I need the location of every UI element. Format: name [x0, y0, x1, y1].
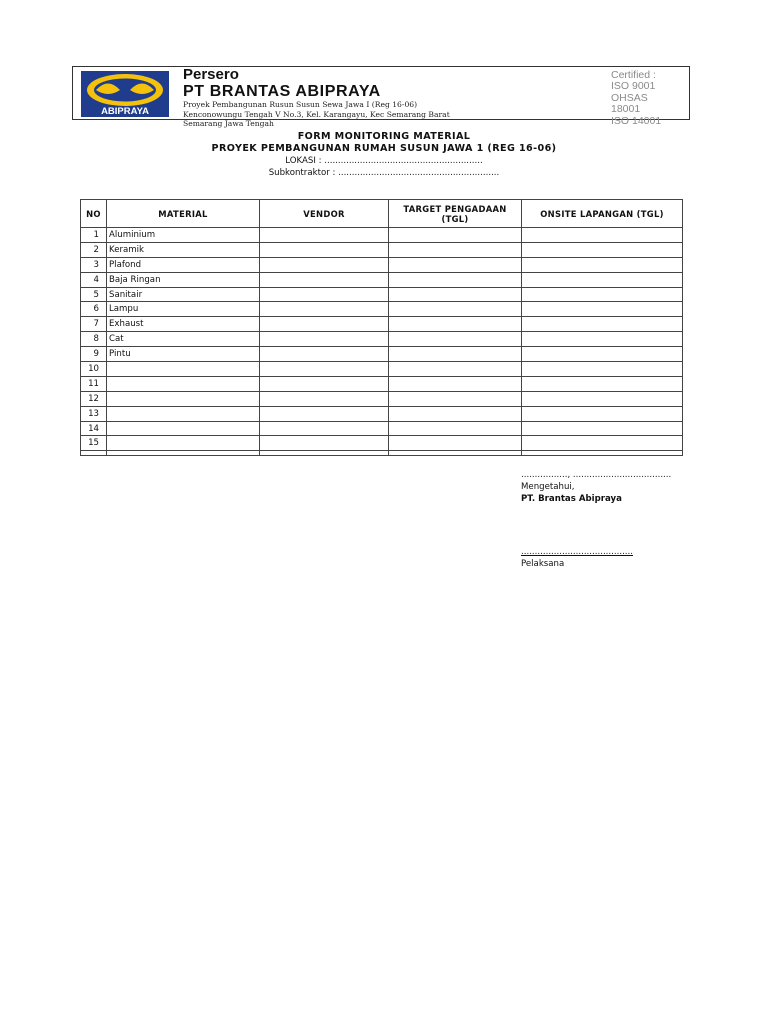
row-no: 9 — [81, 347, 107, 362]
header-vendor: VENDOR — [260, 200, 389, 228]
row-vendor — [260, 332, 389, 347]
row-target-pengadaan — [389, 406, 522, 421]
row-no: 3 — [81, 257, 107, 272]
row-vendor — [260, 257, 389, 272]
signature-company: PT. Brantas Abipraya — [521, 494, 622, 504]
mengetahui-label: Mengetahui, — [521, 482, 575, 492]
row-onsite-lapangan — [522, 376, 683, 391]
row-vendor — [260, 376, 389, 391]
form-header — [0, 131, 768, 179]
row-no: 11 — [81, 376, 107, 391]
form-subtitle: PROYEK PEMBANGUNAN RUMAH SUSUN JAWA 1 (REG 16-06) — [211, 143, 557, 154]
row-target-pengadaan — [389, 287, 522, 302]
row-target-pengadaan — [389, 436, 522, 451]
row-no: 1 — [81, 228, 107, 243]
row-vendor — [260, 317, 389, 332]
table-row — [81, 257, 683, 272]
row-no: 10 — [81, 362, 107, 377]
row-no: 14 — [81, 421, 107, 436]
row-no: 6 — [81, 302, 107, 317]
company-name: PT BRANTAS ABIPRAYA — [183, 83, 381, 100]
row-material — [107, 436, 260, 451]
address-line-3: Semarang Jawa Tengah — [183, 119, 274, 128]
row-target-pengadaan — [389, 362, 522, 377]
row-vendor — [260, 406, 389, 421]
empty-cell — [522, 451, 683, 456]
row-vendor — [260, 347, 389, 362]
form-title: FORM MONITORING MATERIAL — [297, 131, 471, 142]
row-onsite-lapangan — [522, 347, 683, 362]
row-vendor — [260, 362, 389, 377]
letterhead — [72, 66, 690, 128]
table-row — [81, 421, 683, 436]
empty-cell — [107, 451, 260, 456]
table-row — [81, 406, 683, 421]
signatory-role: Pelaksana — [521, 559, 565, 569]
table-row — [81, 376, 683, 391]
row-no: 5 — [81, 287, 107, 302]
row-material: Sanitair — [107, 287, 260, 302]
table-row — [81, 228, 683, 243]
cert-line: ISO 14001 — [611, 114, 662, 127]
row-target-pengadaan — [389, 272, 522, 287]
row-onsite-lapangan — [522, 436, 683, 451]
header-no: NO — [81, 200, 107, 228]
row-no: 7 — [81, 317, 107, 332]
row-onsite-lapangan — [522, 421, 683, 436]
row-material: Plafond — [107, 257, 260, 272]
row-vendor — [260, 228, 389, 243]
table-row — [81, 302, 683, 317]
lokasi-field: LOKASI : .......................................................... — [285, 156, 483, 166]
row-no: 12 — [81, 391, 107, 406]
row-material — [107, 376, 260, 391]
row-vendor — [260, 436, 389, 451]
row-target-pengadaan — [389, 391, 522, 406]
empty-cell — [81, 451, 107, 456]
row-target-pengadaan — [389, 376, 522, 391]
row-no: 15 — [81, 436, 107, 451]
row-onsite-lapangan — [522, 332, 683, 347]
table-row — [81, 362, 683, 377]
table-row — [81, 272, 683, 287]
cert-line: 18001 — [611, 103, 641, 116]
signatory-name-line: ......................................... — [521, 547, 633, 557]
row-material: Aluminium — [107, 228, 260, 243]
table-row — [81, 317, 683, 332]
row-onsite-lapangan — [522, 228, 683, 243]
subkontraktor-field: Subkontraktor : ........................................................... — [268, 168, 500, 178]
empty-cell — [260, 451, 389, 456]
address-line-2: Kenconowungu Tengah V No.3, Kel. Karangayu, Kec Semarang Barat — [183, 109, 450, 119]
row-target-pengadaan — [389, 332, 522, 347]
table-row — [81, 332, 683, 347]
date-line: ................., .................................... — [521, 470, 672, 480]
cert-line: OHSAS — [611, 91, 648, 104]
header-target-pengadaan: TARGET PENGADAAN (TGL) — [389, 200, 522, 228]
company-block — [183, 67, 450, 129]
row-vendor — [260, 242, 389, 257]
table-row — [81, 436, 683, 451]
row-target-pengadaan — [389, 317, 522, 332]
table-body — [81, 228, 683, 456]
row-material: Lampu — [107, 302, 260, 317]
abipraya-logo — [81, 71, 169, 117]
table-row — [81, 347, 683, 362]
row-target-pengadaan — [389, 228, 522, 243]
signature-block — [521, 469, 671, 505]
row-vendor — [260, 421, 389, 436]
row-material — [107, 391, 260, 406]
row-vendor — [260, 287, 389, 302]
row-material — [107, 362, 260, 377]
row-material: Baja Ringan — [107, 272, 260, 287]
row-vendor — [260, 391, 389, 406]
row-material — [107, 406, 260, 421]
persero-label: Persero — [183, 66, 239, 83]
row-onsite-lapangan — [522, 257, 683, 272]
row-material — [107, 421, 260, 436]
row-no: 13 — [81, 406, 107, 421]
row-target-pengadaan — [389, 302, 522, 317]
cert-line: Certified : — [611, 69, 656, 81]
row-onsite-lapangan — [522, 302, 683, 317]
row-no: 8 — [81, 332, 107, 347]
row-no: 4 — [81, 272, 107, 287]
row-material: Pintu — [107, 347, 260, 362]
row-vendor — [260, 272, 389, 287]
address-line-1: Proyek Pembangunan Rusun Susun Sewa Jawa I (Reg 16-06) — [183, 100, 418, 109]
row-onsite-lapangan — [522, 406, 683, 421]
row-onsite-lapangan — [522, 272, 683, 287]
row-onsite-lapangan — [522, 391, 683, 406]
row-onsite-lapangan — [522, 362, 683, 377]
row-target-pengadaan — [389, 347, 522, 362]
row-target-pengadaan — [389, 421, 522, 436]
signatory-block — [521, 546, 633, 570]
logo-text: ABIPRAYA — [101, 106, 149, 117]
row-no: 2 — [81, 242, 107, 257]
table-row — [81, 287, 683, 302]
empty-cell — [389, 451, 522, 456]
table-row — [81, 391, 683, 406]
table-row-empty — [81, 451, 683, 456]
row-vendor — [260, 302, 389, 317]
row-onsite-lapangan — [522, 287, 683, 302]
certification-block — [611, 70, 661, 127]
table-row — [81, 242, 683, 257]
cert-line: ISO 9001 — [611, 80, 656, 93]
header-onsite-lapangan: ONSITE LAPANGAN (TGL) — [522, 200, 683, 228]
material-table — [80, 199, 683, 456]
row-target-pengadaan — [389, 257, 522, 272]
row-onsite-lapangan — [522, 242, 683, 257]
row-material: Cat — [107, 332, 260, 347]
row-onsite-lapangan — [522, 317, 683, 332]
row-target-pengadaan — [389, 242, 522, 257]
row-material: Exhaust — [107, 317, 260, 332]
row-material: Keramik — [107, 242, 260, 257]
header-material: MATERIAL — [107, 200, 260, 228]
table-header-row — [81, 200, 683, 228]
